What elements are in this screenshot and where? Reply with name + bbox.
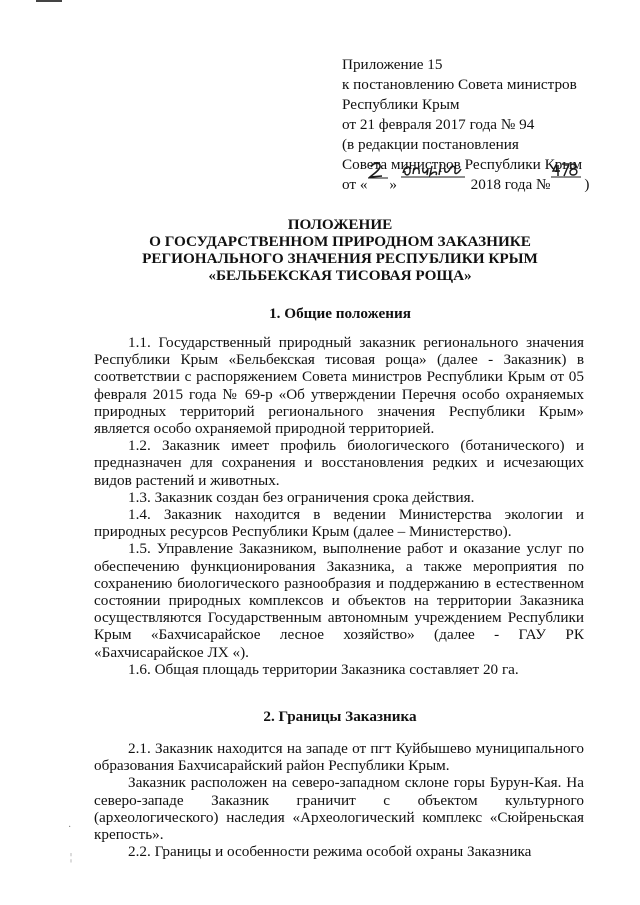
paragraph: 1.4. Заказник находится в ведении Министерства экологии и природных ресурсов Республики Крым (далее – Министерство).	[94, 506, 584, 541]
date-close: )	[584, 176, 590, 193]
title-line: РЕГИОНАЛЬНОГО ЗНАЧЕНИЯ РЕСПУБЛИКИ КРЫМ	[142, 250, 538, 267]
appendix-line: к постановлению Совета министров	[342, 76, 577, 93]
scan-margin-mark: ¦	[70, 852, 73, 863]
date-prefix: от «	[342, 176, 368, 193]
scan-margin-mark: ·	[68, 822, 72, 833]
paragraph: 1.2. Заказник имеет профиль биологического (ботанического) и предназначен для сохранения и восстановления редких и исчезающих видов растений и животных.	[94, 437, 584, 489]
paragraph: 1.3. Заказник создан без ограничения срока действия.	[128, 488, 475, 506]
scan-edge-line	[36, 0, 62, 2]
title-line: ПОЛОЖЕНИЕ	[287, 216, 393, 233]
date-year: 2018 года №	[470, 176, 551, 193]
paragraph: 2.2. Границы и особенности режима особой охраны Заказника	[128, 843, 532, 861]
appendix-line: (в редакции постановления	[342, 136, 519, 153]
appendix-line: Совета министров Республики Крым	[342, 156, 583, 173]
paragraph: 1.6. Общая площадь территории Заказника составляет 20 га.	[128, 660, 519, 678]
title-line: «БЕЛЬБЕКСКАЯ ТИСОВАЯ РОЩА»	[208, 267, 472, 284]
handwritten-number-signature	[551, 175, 581, 189]
paragraph: 2.1. Заказник находится на западе от пгт Куйбышево муниципального образования Бахчисарайский район Республики Крым.	[94, 740, 584, 775]
appendix-line: Приложение 15	[342, 56, 443, 73]
appendix-line: Республики Крым	[342, 96, 460, 113]
paragraph: 1.1. Государственный природный заказник регионального значения Республики Крым «Бельбекская тисовая роща» (далее - Заказник) в соответствии с распоряжением Совета министров Республики Крым от 05 февраля 2015 года № 69-р «Об утверждении Перечня особо охраняемых природных территорий регионального значения Республики Крым» является особо охраняемой природной территорией.	[94, 334, 584, 438]
amendment-date-line	[342, 175, 602, 195]
appendix-line: от 21 февраля 2017 года № 94	[342, 116, 535, 133]
paragraph: 1.5. Управление Заказником, выполнение работ и оказание услуг по обеспечению функционирования Заказника, а также мероприятия по сохранению биологического разнообразия и поддержанию в естественном состоянии природных комплексов и объектов на территории Заказника осуществляются Государственным автономным учреждением Республики Крым «Бахчисарайское лесное хозяйство» (далее - ГАУ РК «Бахчисарайское ЛХ «).	[94, 540, 584, 661]
handwritten-month-signature	[401, 175, 467, 189]
title-line: О ГОСУДАРСТВЕННОМ ПРИРОДНОМ ЗАКАЗНИКЕ	[149, 233, 531, 250]
section-2-body	[94, 740, 584, 860]
section-1-body	[94, 334, 584, 678]
document-title	[80, 216, 600, 284]
paragraph: Заказник расположен на северо-западном склоне горы Бурун-Кая. На северо-западе Заказник граничит с объектом культурного (археологического) наследия «Археологический комплекс «Сюйреньская крепость».	[94, 774, 584, 844]
handwritten-day-signature	[367, 175, 389, 189]
section-1-heading: 1. Общие положения	[269, 305, 411, 322]
section-2-heading: 2. Границы Заказника	[263, 708, 417, 725]
appendix-block	[342, 55, 602, 195]
date-mid: »	[389, 176, 398, 193]
